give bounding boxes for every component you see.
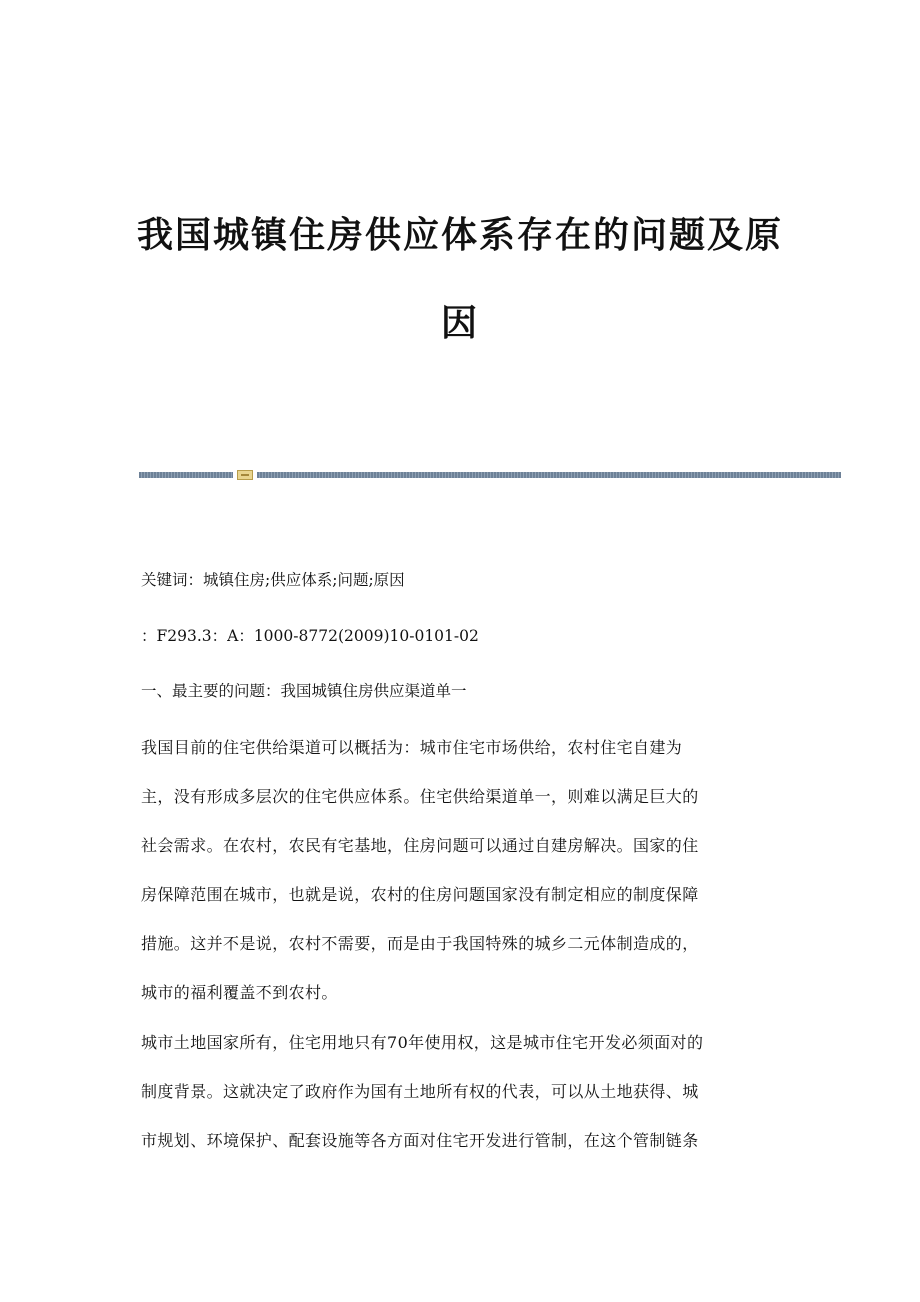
paragraph-line: 我国目前的住宅供给渠道可以概括为：城市住宅市场供给，农村住宅自建为 (141, 738, 683, 757)
paragraph-line: 措施。这并不是说，农村不需要，而是由于我国特殊的城乡二元体制造成的， (141, 934, 699, 953)
page-title (60, 192, 860, 368)
title-line-1: 我国城镇住房供应体系存在的问题及原 (136, 215, 783, 256)
classification-codes: ：F293.3：A：1000-8772(2009)10-0101-02 (141, 627, 479, 645)
divider-bar-left (139, 472, 233, 478)
paragraph-line: 主，没有形成多层次的住宅供应体系。住宅供给渠道单一，则难以满足巨大的 (141, 787, 699, 806)
divider-bar-right (257, 472, 841, 478)
divider-ornament-icon (237, 470, 253, 480)
paragraph-2 (141, 1018, 781, 1165)
paragraph-line: 城市土地国家所有，住宅用地只有70年使用权，这是城市住宅开发必须面对的 (141, 1033, 704, 1052)
paragraph-line: 房保障范围在城市，也就是说，农村的住房问题国家没有制定相应的制度保障 (141, 885, 699, 904)
paragraph-line: 社会需求。在农村，农民有宅基地，住房问题可以通过自建房解决。国家的住 (141, 836, 699, 855)
title-line-2: 因 (440, 303, 479, 344)
paragraph-line: 城市的福利覆盖不到农村。 (141, 983, 338, 1002)
paragraph-line: 市规划、环境保护、配套设施等各方面对住宅开发进行管制，在这个管制链条 (141, 1131, 699, 1150)
section-heading: 一、最主要的问题：我国城镇住房供应渠道单一 (141, 682, 467, 700)
keywords: 关键词：城镇住房;供应体系;问题;原因 (141, 571, 405, 589)
paragraph-line: 制度背景。这就决定了政府作为国有土地所有权的代表，可以从土地获得、城 (141, 1082, 699, 1101)
title-divider (139, 470, 841, 480)
paragraph-1 (141, 723, 781, 1017)
